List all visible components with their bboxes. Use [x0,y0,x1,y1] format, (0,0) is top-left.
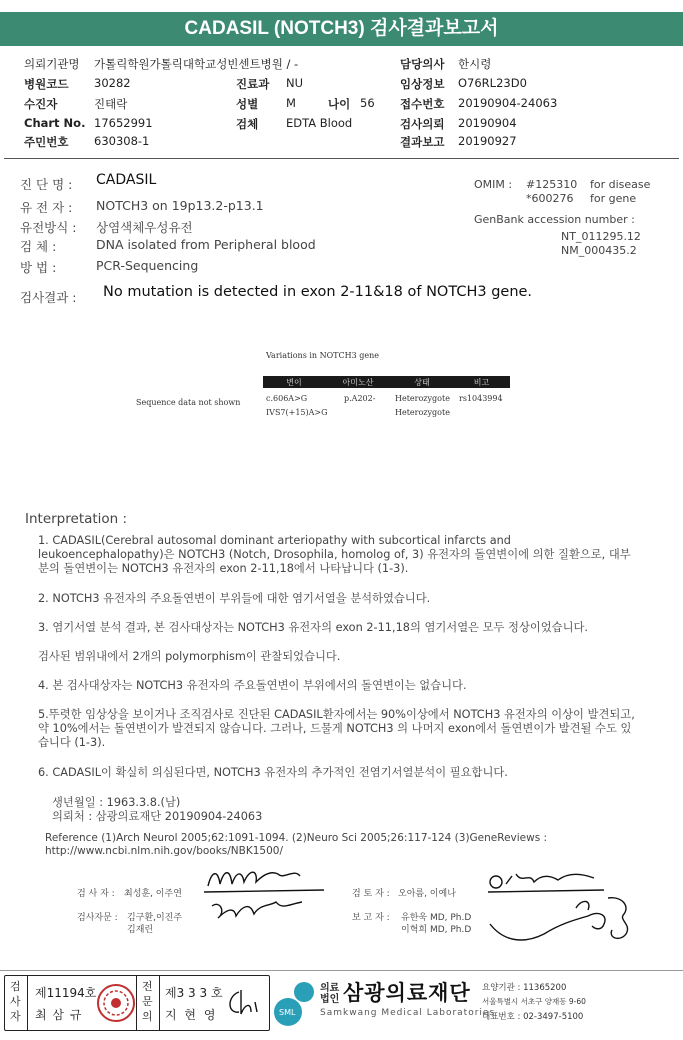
omim-disease-note: for disease [590,178,651,191]
diagnosis-label: 진 단 명 : [20,177,73,192]
age-label: 나이 [328,97,351,111]
birth-date: 생년월일 : 1963.3.8.(남) [52,796,181,809]
logo-text: SML [279,1008,296,1017]
box2-license-no: 제3 3 3 호 [165,986,223,1000]
tester-label: 검 사 자 : [77,889,115,899]
org-prefix [320,983,339,1005]
org-name: 삼광의료재단 [343,981,471,1005]
org-info-3: 대표번호 : 02-3497-5100 [482,1012,584,1022]
interpretation-item-2: 2. NOTCH3 유전자의 주요돌연변이 부위들에 대한 염기서열을 분석하였습니다. [38,592,431,605]
reviewer-label: 검 토 자 : [352,889,390,899]
method-label: 방 법 : [20,260,57,275]
box2-label: 전문의 [142,980,153,1023]
chart-no-value: 17652991 [94,116,153,130]
doctor-value: 한시령 [458,57,492,71]
sequence-note: Sequence data not shown [136,398,241,407]
patient-label: 수진자 [24,97,58,111]
omim-disease-id: #125310 [526,178,578,191]
interpretation-item-6: 6. CADASIL이 확실히 의심된다면, NOTCH3 유전자의 추가적인 전염기서열분석이 필요합니다. [38,766,508,779]
reference-url[interactable]: http://www.ncbi.nlm.nih.gov/books/NBK1500/ [45,845,283,857]
table-row-1-status: Heterozygote [395,394,450,403]
interpretation-item-5: 5.뚜렷한 임상상을 보이거나 조직검사로 진단된 CADASIL환자에서는 90%이상에서 NOTCH3 유전자의 이상이 발견되고, 약 10%에서는 돌연변이가 발견되지 않습니다. 그러나, 드물게 NOTCH3 의 나머지 exon에서 돌연변이가 발견될 수도 있습니다 (1-3). [38,708,635,749]
genbank-nt: NT_011295.12 [561,230,641,243]
inheritance-value: 상염색체우성유전 [96,220,193,235]
advisor-label: 검사자문 : [77,913,118,923]
report-date-value: 20190927 [458,134,517,148]
patient-value: 진태락 [94,97,128,111]
reference: Reference (1)Arch Neurol 2005;62:1091-1094. (2)Neuro Sci 2005;26:117-124 (3)GeneReviews : [45,832,548,844]
variations-table-header [263,376,510,388]
department-label: 진료과 [236,77,270,91]
sex-value: M [286,96,296,110]
gene-value: NOTCH3 on 19p13.2-p13.1 [96,198,264,213]
ssn-value: 630308-1 [94,134,150,148]
sml-logo-icon [272,978,318,1028]
interpretation-item-4: 4. 본 검사대상자는 NOTCH3 유전자의 주요돌연변이 부위에서의 돌연변이는 없습니다. [38,679,467,692]
specimen-value: EDTA Blood [286,116,353,130]
org-prefix-1: 의료 [320,983,340,994]
receipt-no-label: 접수번호 [400,97,445,111]
header-amino-acid: 아미노산 [325,377,391,388]
institution-label: 의뢰기관명 [24,57,80,71]
inheritance-label: 유전방식 : [20,220,77,235]
age-value: 56 [360,96,375,110]
specimen-label: 검체 [236,117,259,131]
advisor-signature [206,896,316,926]
table-row-1-variant: c.606A>G [266,394,308,403]
request-date-value: 20190904 [458,116,517,130]
report-title: CADASIL (NOTCH3) 검사결과보고서 [0,12,683,46]
hospital-code-value: 30282 [94,76,131,90]
header-divider [4,158,679,159]
footer-divider [0,970,683,971]
ssn-label: 주민번호 [24,135,69,149]
org-info-2: 서울특별시 서초구 양재동 9-60 [482,997,586,1006]
table-row-2-status: Heterozygote [395,408,450,417]
advisor-names-2: 김재린 [127,925,154,935]
table-row-1-remark: rs1043994 [459,394,503,403]
interpretation-item-3b: 검사된 범위내에서 2개의 polymorphism이 관찰되었습니다. [38,650,341,663]
box2-signature [223,986,263,1022]
org-info-1: 요양기관 : 11365200 [482,983,567,993]
reporter-label: 보 고 자 : [352,913,390,923]
genbank-label: GenBank accession number : [474,213,635,226]
interpretation-heading: Interpretation : [25,511,128,527]
tester-names: 최성훈, 이주연 [124,889,182,899]
department-value: NU [286,76,304,90]
method-value: PCR-Sequencing [96,258,199,273]
org-subtitle: Samkwang Medical Laboratories [320,1008,496,1018]
reviewer-names: 오아름, 이예나 [398,889,456,899]
box1-label-cell [5,976,28,1030]
clinical-info-value: O76RL23D0 [458,76,527,90]
interpretation-item-3: 3. 염기서열 분석 결과, 본 검사대상자는 NOTCH3 유전자의 exon 2-11,18의 염기서열은 모두 정상이었습니다. [38,621,589,634]
certification-box [4,975,270,1031]
box2-name: 지 현 영 [165,1008,218,1022]
omim-label: OMIM : [474,178,513,191]
box1-name: 최 삼 규 [35,1008,83,1022]
result-label: 검사결과 : [20,290,77,305]
reporter-signature [484,890,644,950]
interpretation-item-1: 1. CADASIL(Cerebral autosomal dominant arteriopathy with subcortical infarcts and leukoencephalopathy)은 NOTCH3 (Notch, Drosophila, homolog of, 3) 유전자의 돌연변이에 의한 질환으로, 대부분의 돌연변이는 NOTCH3 유전자의 exon 2-11,18에서 나타납니다 (1-3). [38,534,631,575]
tester-signature [200,862,330,896]
box2-label-cell [136,976,160,1030]
sample-value: DNA isolated from Peripheral blood [96,237,316,252]
box1-label: 검사자 [10,980,21,1023]
clinical-info-label: 임상정보 [400,77,445,91]
omim-gene-id: *600276 [526,192,574,205]
table-row-1-amino: p.A202- [344,394,376,403]
omim-gene-note: for gene [590,192,637,205]
advisor-names-1: 김구환,이진주 [127,913,183,923]
receipt-no-value: 20190904-24063 [458,96,558,110]
doctor-label: 담당의사 [400,57,445,71]
diagnosis-value: CADASIL [96,172,157,188]
header-remark: 비고 [453,377,510,388]
header-variant: 변이 [263,377,325,388]
request-date-label: 검사의뢰 [400,117,445,131]
header-status: 상태 [391,377,453,388]
seal-stamp-icon [95,982,137,1024]
table-row-2-variant: IVS7(+15)A>G [266,408,328,417]
hospital-code-label: 병원코드 [24,77,69,91]
variations-caption: Variations in NOTCH3 gene [266,351,379,360]
sex-label: 성별 [236,97,259,111]
box1-license-no: 제11194호 [35,986,97,1000]
report-date-label: 결과보고 [400,135,445,149]
reporter-name-1: 유한욱 MD, Ph.D [401,913,472,923]
reporter-name-2: 이혁희 MD, Ph.D [401,925,472,935]
genbank-nm: NM_000435.2 [561,244,637,257]
sample-label: 검 체 : [20,239,57,254]
org-prefix-2: 법인 [320,994,340,1005]
gene-label: 유 전 자 : [20,200,73,215]
result-value: No mutation is detected in exon 2-11&18 of NOTCH3 gene. [103,284,533,300]
chart-no-label: Chart No. [24,116,86,130]
requester: 의뢰처 : 삼광의료재단 20190904-24063 [52,810,263,823]
institution-value: 가톨릭학원가톨릭대학교성빈센트병원 / - [94,57,299,71]
